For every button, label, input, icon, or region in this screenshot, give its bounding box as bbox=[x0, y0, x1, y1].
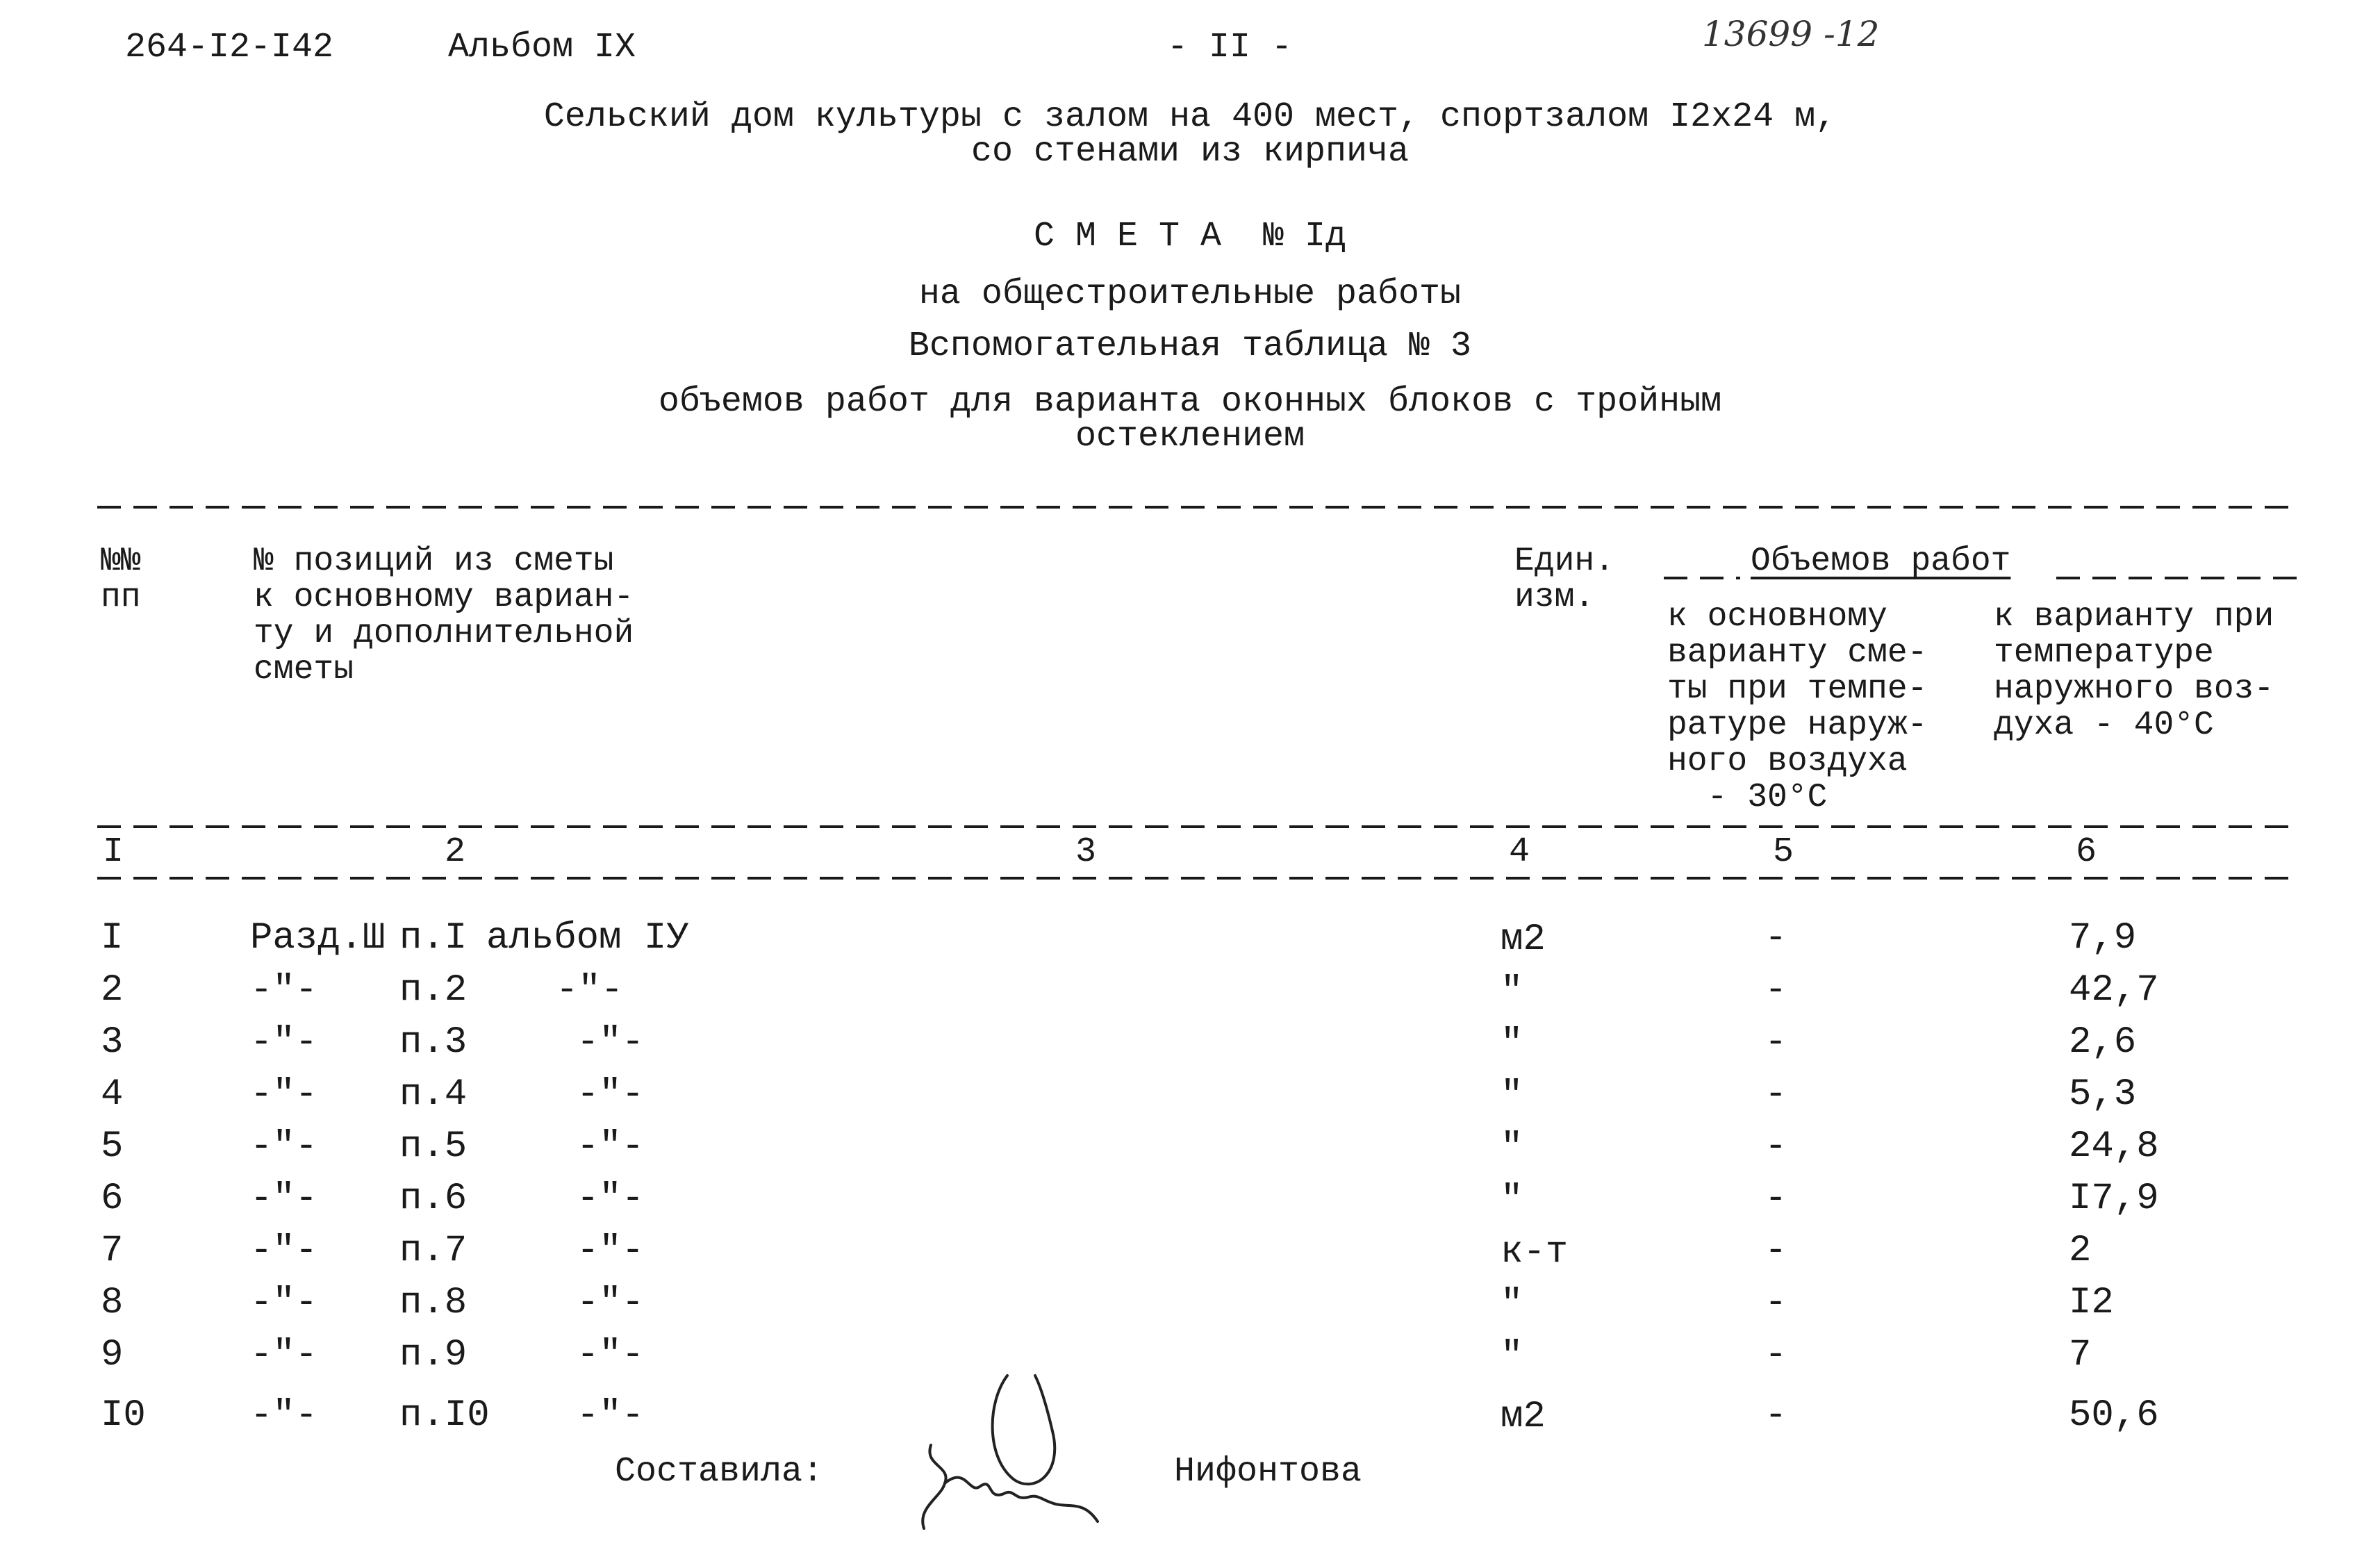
row-album: -"- bbox=[577, 1334, 645, 1376]
column-numbers-rule bbox=[97, 877, 2299, 880]
row-album: -"- bbox=[556, 969, 624, 1012]
row-number: 5 bbox=[101, 1125, 124, 1168]
row-section: -"- bbox=[250, 1073, 318, 1116]
row-item: п.8 bbox=[399, 1282, 468, 1324]
col-header-unit: Един. изм. bbox=[1514, 543, 1615, 616]
object-title-cont: со стенами из кирпича bbox=[970, 132, 1410, 172]
col-header-base-variant: к основному варианту сме- ты при темпе- ратуре наруж- ного воздуха - 30°С bbox=[1667, 598, 1928, 816]
row-base-volume: - bbox=[1765, 1282, 1787, 1324]
row-album: альбом IУ bbox=[486, 917, 689, 959]
row-item: п.6 bbox=[399, 1178, 468, 1220]
object-title: Сельский дом культуры с залом на 400 мест, спортзалом I2х24 м, bbox=[543, 97, 1837, 137]
row-unit: " bbox=[1501, 1075, 1523, 1117]
row-alt-volume: I7,9 bbox=[2069, 1178, 2159, 1220]
row-album: -"- bbox=[577, 1125, 645, 1168]
group-rule-right bbox=[2056, 577, 2299, 579]
row-number: 2 bbox=[101, 969, 124, 1012]
subtitle-purpose: объемов работ для варианта оконных блоков с тройным bbox=[658, 382, 1722, 422]
col-header-alt-variant: к варианту при температуре наружного воз- духа - 40°С bbox=[1994, 598, 2274, 744]
col-number-2: 2 bbox=[445, 832, 466, 872]
row-alt-volume: 2,6 bbox=[2069, 1021, 2137, 1064]
col-header-positions: № позиций из сметы к основному вариан- ту и дополнительной сметы bbox=[254, 543, 634, 688]
row-number: I0 bbox=[101, 1394, 146, 1437]
row-unit: м2 bbox=[1501, 1396, 1546, 1438]
archive-stamp: 13699 -12 bbox=[1702, 14, 1880, 54]
row-unit: м2 bbox=[1501, 918, 1546, 961]
row-section: Разд.Ш bbox=[250, 917, 386, 959]
row-number: 3 bbox=[101, 1021, 124, 1064]
row-unit: к-т bbox=[1501, 1231, 1569, 1273]
subtitle-purpose-cont: остеклением bbox=[1075, 417, 1305, 456]
row-number: 4 bbox=[101, 1073, 124, 1116]
col-number-6: 6 bbox=[2076, 832, 2097, 872]
row-item: п.5 bbox=[399, 1125, 468, 1168]
row-item: п.I0 bbox=[399, 1394, 490, 1437]
row-unit: " bbox=[1501, 971, 1523, 1013]
row-item: п.3 bbox=[399, 1021, 468, 1064]
col-number-1: I bbox=[103, 832, 124, 872]
row-section: -"- bbox=[250, 1230, 318, 1272]
subtitle-table: Вспомогательная таблица № 3 bbox=[908, 327, 1472, 366]
row-album: -"- bbox=[577, 1178, 645, 1220]
row-section: -"- bbox=[250, 1021, 318, 1064]
row-alt-volume: 5,3 bbox=[2069, 1073, 2137, 1116]
row-section: -"- bbox=[250, 1125, 318, 1168]
row-item: п.9 bbox=[399, 1334, 468, 1376]
row-album: -"- bbox=[577, 1394, 645, 1437]
row-album: -"- bbox=[577, 1021, 645, 1064]
compiler-name: Нифонтова bbox=[1174, 1452, 1362, 1492]
row-section: -"- bbox=[250, 1178, 318, 1220]
row-section: -"- bbox=[250, 1394, 318, 1437]
document-code: 264-I2-I42 bbox=[125, 28, 334, 67]
row-item: п.7 bbox=[399, 1230, 468, 1272]
row-base-volume: - bbox=[1765, 1334, 1787, 1376]
row-item: п.4 bbox=[399, 1073, 468, 1116]
row-base-volume: - bbox=[1765, 1021, 1787, 1064]
row-alt-volume: I2 bbox=[2069, 1282, 2114, 1324]
row-unit: " bbox=[1501, 1283, 1523, 1326]
row-base-volume: - bbox=[1765, 1073, 1787, 1116]
col-number-5: 5 bbox=[1773, 832, 1794, 872]
col-header-number: №№ пп bbox=[101, 543, 141, 616]
col-number-4: 4 bbox=[1509, 832, 1530, 872]
row-alt-volume: 42,7 bbox=[2069, 969, 2159, 1012]
col-header-volume-group: Объемов работ bbox=[1751, 543, 2011, 580]
row-base-volume: - bbox=[1765, 1125, 1787, 1168]
row-item: п.I bbox=[399, 917, 468, 959]
row-base-volume: - bbox=[1765, 1394, 1787, 1437]
row-section: -"- bbox=[250, 969, 318, 1012]
group-rule-left bbox=[1664, 577, 1740, 579]
row-number: 9 bbox=[101, 1334, 124, 1376]
row-base-volume: - bbox=[1765, 1230, 1787, 1272]
signature bbox=[903, 1362, 1125, 1549]
subtitle-works: на общестроительные работы bbox=[918, 274, 1462, 314]
table-top-rule bbox=[97, 506, 2299, 509]
album-label: Альбом IX bbox=[448, 28, 636, 67]
row-number: 6 bbox=[101, 1178, 124, 1220]
row-section: -"- bbox=[250, 1334, 318, 1376]
row-item: п.2 bbox=[399, 969, 468, 1012]
col-number-3: 3 bbox=[1075, 832, 1097, 872]
row-unit: " bbox=[1501, 1179, 1523, 1221]
row-alt-volume: 7,9 bbox=[2069, 917, 2137, 959]
row-album: -"- bbox=[577, 1282, 645, 1324]
row-number: 8 bbox=[101, 1282, 124, 1324]
header-bottom-rule bbox=[97, 825, 2299, 828]
row-unit: " bbox=[1501, 1335, 1523, 1378]
row-album: -"- bbox=[577, 1073, 645, 1116]
compiled-by-label: Составила: bbox=[615, 1452, 824, 1492]
row-number: 7 bbox=[101, 1230, 124, 1272]
page-number: - II - bbox=[1167, 28, 1293, 67]
row-alt-volume: 7 bbox=[2069, 1334, 2092, 1376]
row-album: -"- bbox=[577, 1230, 645, 1272]
row-number: I bbox=[101, 917, 124, 959]
row-section: -"- bbox=[250, 1282, 318, 1324]
document-title: С М Е Т А № Iд bbox=[1033, 217, 1347, 256]
row-base-volume: - bbox=[1765, 917, 1787, 959]
row-alt-volume: 24,8 bbox=[2069, 1125, 2159, 1168]
row-unit: " bbox=[1501, 1023, 1523, 1065]
row-base-volume: - bbox=[1765, 969, 1787, 1012]
row-base-volume: - bbox=[1765, 1178, 1787, 1220]
row-unit: " bbox=[1501, 1127, 1523, 1169]
row-alt-volume: 50,6 bbox=[2069, 1394, 2159, 1437]
row-alt-volume: 2 bbox=[2069, 1230, 2092, 1272]
